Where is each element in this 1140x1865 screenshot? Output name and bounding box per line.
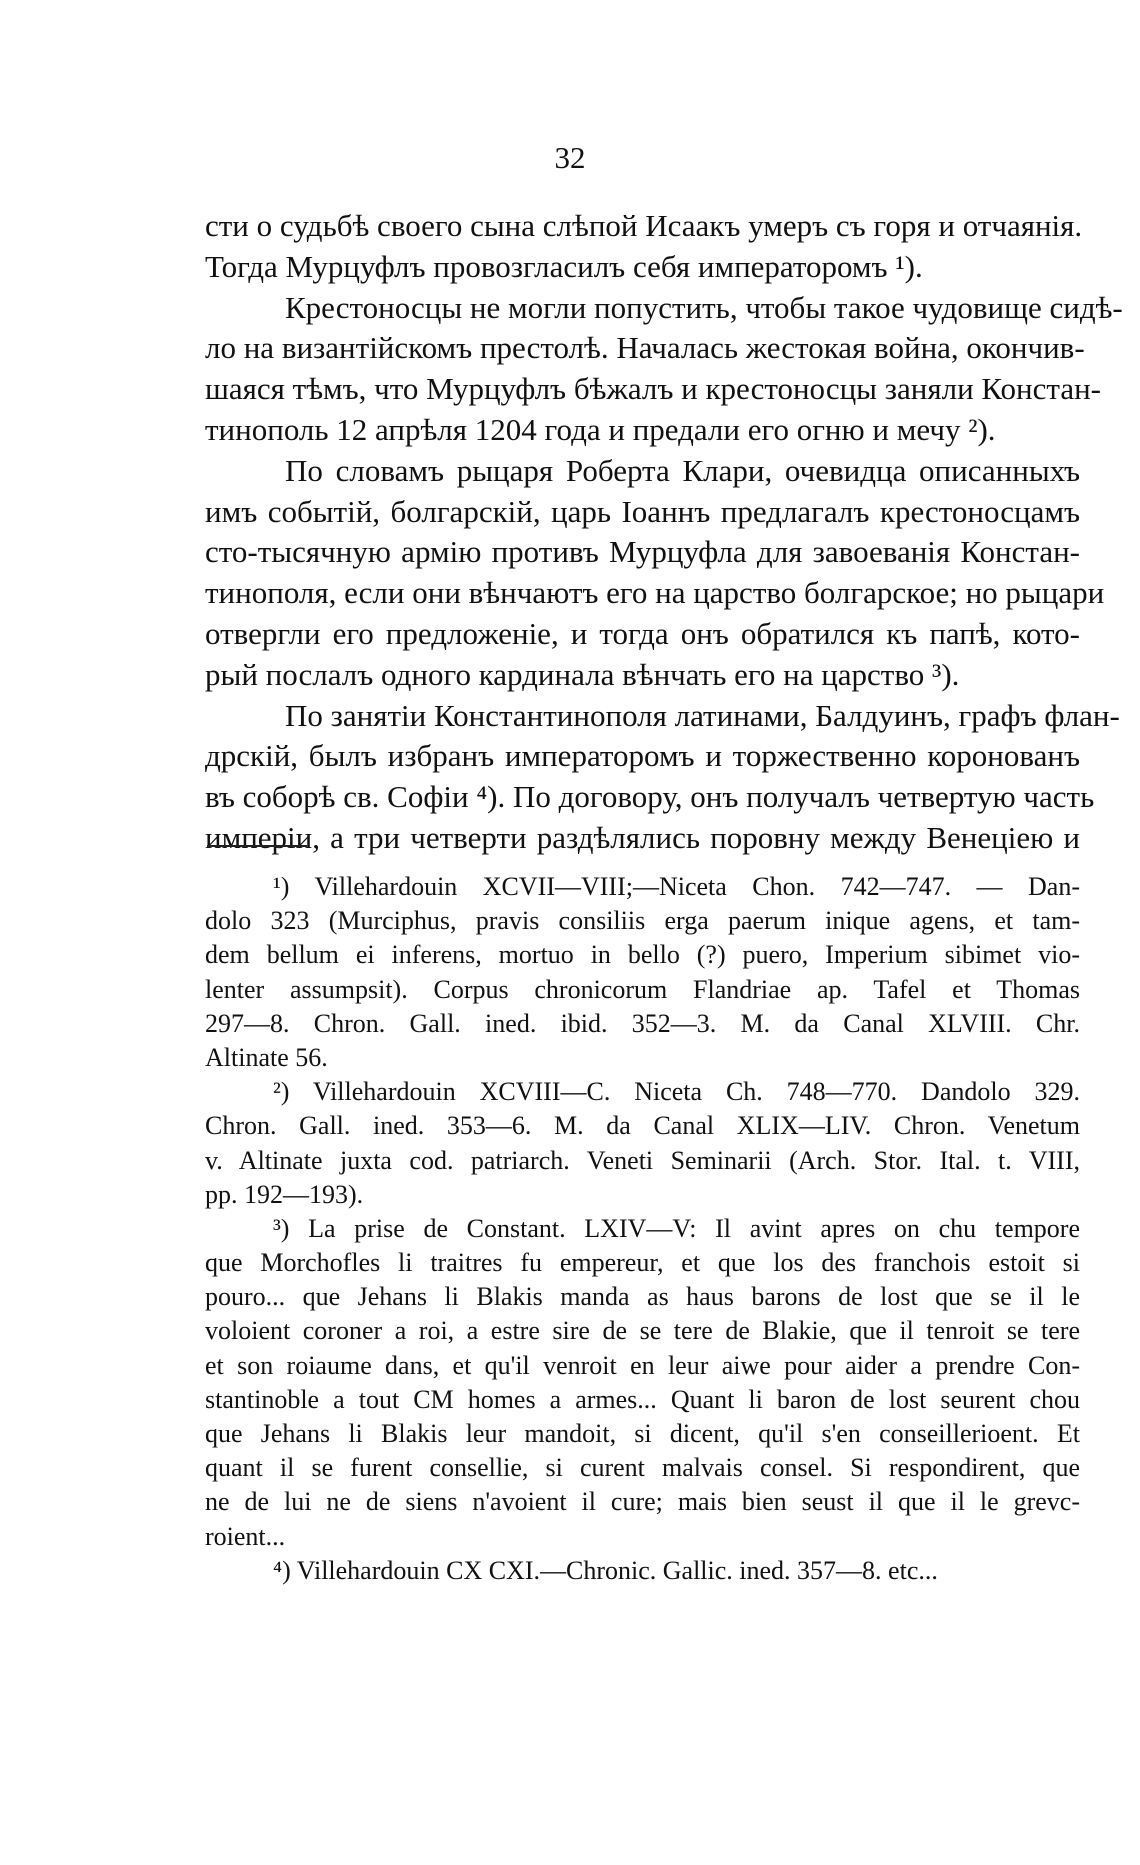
footnote-divider xyxy=(207,845,307,847)
body-line: рый послалъ одного кардинала вѣнчать его на царство ³). xyxy=(205,656,960,692)
footnote-line: v. Altinate juxta cod. patriarch. Veneti Seminarii (Arch. Stor. Ital. t. VIII, xyxy=(205,1145,1080,1175)
body-line: По занятіи Константинополя латинами, Балдуинъ, графъ флан- xyxy=(285,697,1120,733)
body-line: тинополь 12 апрѣля 1204 года и предали его огню и мечу ²). xyxy=(205,411,996,447)
footnote-line: lenter assumpsit). Corpus chronicorum Flandriae ap. Tafel et Thomas xyxy=(205,974,1080,1004)
body-line: сти о судьбѣ своего сына слѣпой Исаакъ умеръ съ горя и отчаянія. xyxy=(205,208,1083,243)
footnote-line: ¹) Villehardouin XCVII—VIII;—Niceta Chon. 742—747. — Dan- xyxy=(273,872,1080,901)
footnote-line: pp. 192—193). xyxy=(205,1179,364,1209)
body-line: ло на византійскомъ престолѣ. Началась жестокая война, окончив- xyxy=(205,330,1085,366)
body-line: имъ событій, болгарскій, царь Іоаннъ предлагалъ крестоносцамъ xyxy=(205,493,1080,529)
body-line: Тогда Мурцуфлъ провозгласилъ себя императоромъ ¹). xyxy=(205,248,923,284)
footnote-line: dem bellum ei inferens, mortuo in bello (?) puero, Imperium sibimet vio- xyxy=(205,940,1080,970)
footnote-line: ne de lui ne de siens n'avoient il cure; mais bien seust il que il le grevc- xyxy=(205,1487,1080,1517)
footnote-line: Chron. Gall. ined. 353—6. M. da Canal XLIX—LIV. Chron. Venetum xyxy=(205,1111,1080,1141)
footnote-line: ⁴) Villehardouin CX CXI.—Chronic. Gallic. ined. 357—8. etc... xyxy=(273,1555,938,1585)
footnote-line: que Morchofles li traitres fu empereur, et que los des franchois estoit si xyxy=(205,1248,1080,1278)
body-line: дрскій, былъ избранъ императоромъ и торжественно коронованъ xyxy=(205,738,1080,774)
body-line: отвергли его предложеніе, и тогда онъ обратился къ папѣ, кото- xyxy=(205,615,1080,651)
footnote-line: ²) Villehardouin XCVIII—C. Niceta Ch. 748—770. Dandolo 329. xyxy=(273,1077,1080,1107)
main-text xyxy=(205,206,1123,859)
page-number: 32 xyxy=(554,140,586,175)
footnote-line: quant il se furent consellie, si curent malvais consel. Si respondirent, que xyxy=(205,1453,1080,1483)
body-line: сто-тысячную армію противъ Мурцуфла для завоеванія Констан- xyxy=(205,534,1080,570)
footnote-line: Altinate 56. xyxy=(205,1042,328,1072)
footnote-line: que Jehans li Blakis leur mandoit, si dicent, qu'il s'en conseillerioent. Et xyxy=(205,1419,1080,1448)
footnote-line: et son roiaume dans, et qu'il venroit en leur aiwe pour aider a prendre Con- xyxy=(205,1350,1080,1380)
body-line: шаяся тѣмъ, что Мурцуфлъ бѣжалъ и крестоносцы заняли Констан- xyxy=(205,371,1102,407)
footnote-line: dolo 323 (Murciphus, pravis consiliis erga paerum inique agens, et tam- xyxy=(205,906,1080,936)
footnote-line: stantinoble a tout CM homes a armes... Quant li baron de lost seurent chou xyxy=(205,1384,1080,1414)
footnote-line: 297—8. Chron. Gall. ined. ibid. 352—3. M. da Canal XLVIII. Chr. xyxy=(205,1008,1080,1038)
body-line: Крестоносцы не могли попустить, чтобы такое чудовище сидѣ- xyxy=(285,289,1123,325)
body-line: имперіи, а три четверти раздѣлялись поровну между Венеціею и xyxy=(205,819,1080,855)
footnotes xyxy=(205,870,1080,1588)
footnote-line: voloient coroner a roi, a estre sire de se tere de Blakie, que il tenroit se tere xyxy=(205,1316,1080,1346)
footnote-line: roient... xyxy=(205,1521,286,1551)
footnote-line: ³) La prise de Constant. LXIV—V: Il avint apres on chu tempore xyxy=(273,1213,1080,1243)
body-line: По словамъ рыцаря Роберта Клари, очевидца описанныхъ xyxy=(285,452,1080,488)
footnote-line: pouro... que Jehans li Blakis manda as haus barons de lost que se il le xyxy=(205,1282,1080,1312)
body-line: тинополя, если они вѣнчаютъ его на царство болгарское; но рыцари xyxy=(205,575,1105,611)
body-line: въ соборѣ св. Софіи ⁴). По договору, онъ получалъ четвертую часть xyxy=(205,779,1095,815)
